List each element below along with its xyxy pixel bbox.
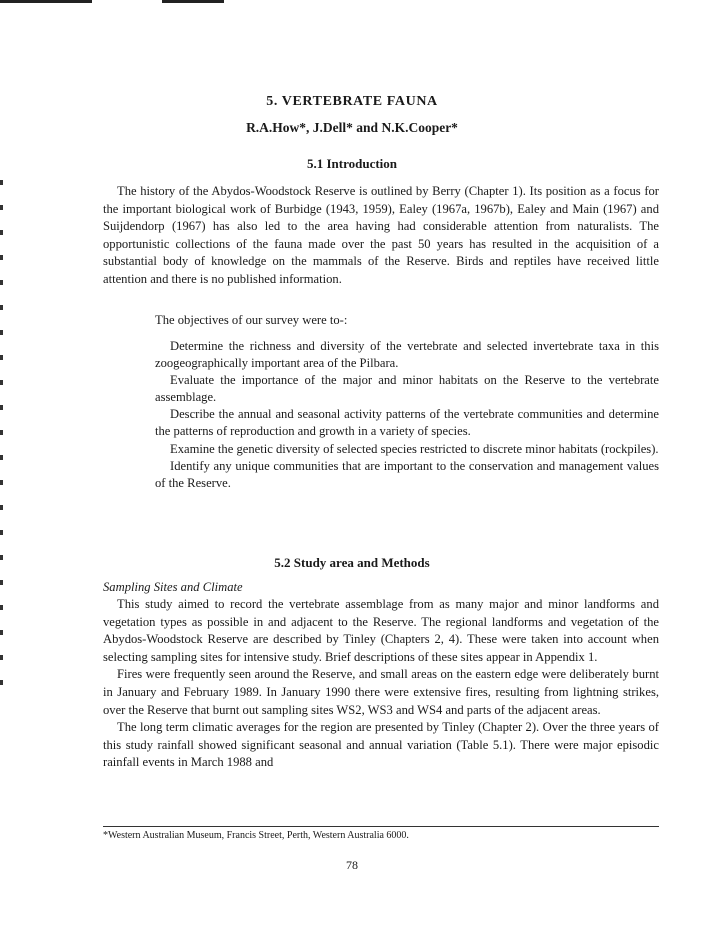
page-number: 78 [346,858,358,872]
objective-item: Determine the richness and diversity of the vertebrate and selected invertebrate taxa in this zoogeographically important area of the Pilbara. [155,339,659,370]
footnote: *Western Australian Museum, Francis Street, Perth, Western Australia 6000. [103,830,409,841]
chapter-title: 5. VERTEBRATE FAUNA [266,94,438,109]
body-paragraph: This study aimed to record the vertebrate assemblage from as many major and minor landforms and vegetation types as possible in and adjacent to the Reserve. The regional landforms and vegetation of the Abydos-Woodstock Reserve are described by Tinley (Chapters 2, 4). These were taken into account when selecting sampling sites for intensive study. Brief descriptions of these sites appear in Appendix 1. [103,597,659,664]
objectives-list [155,338,659,492]
section-heading-introduction: 5.1 Introduction [306,156,398,171]
body-paragraph: The long term climatic averages for the region are presented by Tinley (Chapter 2). Over the three years of this study rainfall showed significant seasonal and annual variation (Table 5.1). There were major episodic rainfall events in March 1988 and [103,720,659,770]
objective-item: Identify any unique communities that are important to the conservation and management values of the Reserve. [155,459,659,490]
objective-item: Examine the genetic diversity of selected species restricted to discrete minor habitats (rockpiles). [170,441,659,456]
objectives-intro: The objectives of our survey were to-: [155,313,348,327]
introduction-text [103,183,659,289]
scan-margin-marks [0,180,3,740]
subheading-sampling-sites: Sampling Sites and Climate [103,580,243,594]
study-area-text [103,596,659,772]
objective-item: Evaluate the importance of the major and minor habitats on the Reserve to the vertebrate assemblage. [155,373,659,404]
scan-artifact-top-left [0,0,92,3]
section-heading-study-area: 5.2 Study area and Methods [274,555,430,570]
introduction-paragraph: The history of the Abydos-Woodstock Reserve is outlined by Berry (Chapter 1). Its position as a focus for the important biological work of Burbidge (1943, 1959), Ealey (1967a, 1967b), Ealey and Main (1967) and Suijdendorp (1967) has also led to the area having had considerable attention from naturalists. The opportunistic collections of the fauna made over the past 50 years has resulted in the acquisition of a substantial body of knowledge on the mammals of the Reserve. Birds and reptiles have received little attention and there is no published information. [103,184,659,286]
author-line: R.A.How*, J.Dell* and N.K.Cooper* [246,120,458,135]
footnote-divider [103,826,659,827]
objective-item: Describe the annual and seasonal activity patterns of the vertebrate communities and determine the patterns of reproduction and growth in a variety of species. [155,407,659,438]
body-paragraph: Fires were frequently seen around the Reserve, and small areas on the eastern edge were deliberately burnt in January and February 1989. In January 1990 there were extensive fires, resulting from lightning strikes, over the Reserve that burnt out sampling sites WS2, WS3 and WS4 and parts of the adjacent areas. [103,667,659,717]
scan-artifact-top-center [162,0,224,3]
